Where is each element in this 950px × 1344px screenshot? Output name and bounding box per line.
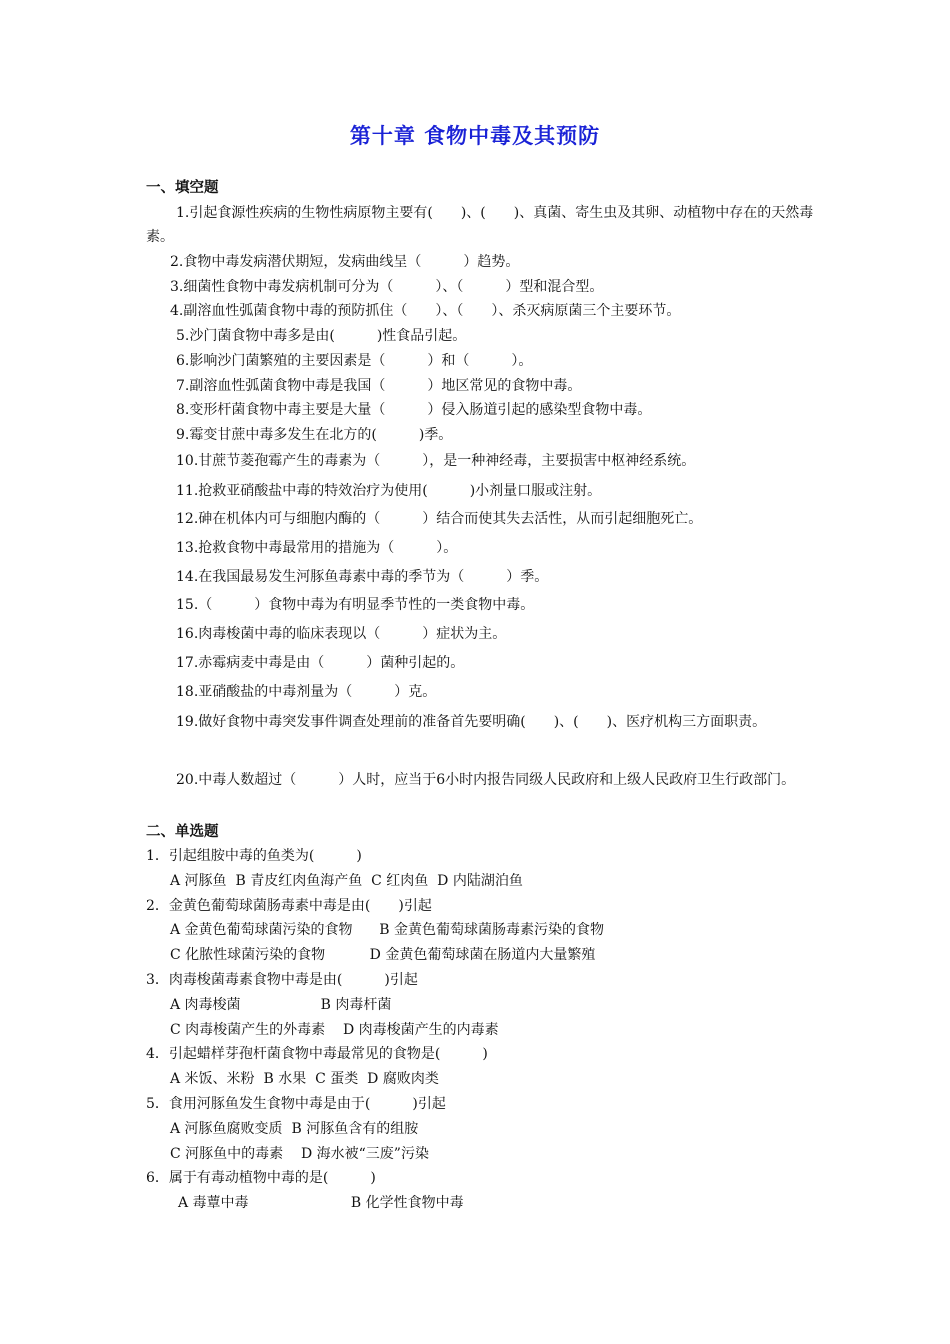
mcq-stem: 3．肉毒梭菌毒素食物中毒是由( )引起 [146,971,418,988]
fill-question: 1.引起食源性疾病的生物性病原物主要有( )、( )、真菌、寄生虫及其卵、动植物中存在的天然毒素。 [146,205,814,245]
mcq-options: C 肉毒梭菌产生的外毒素 D 肉毒梭菌产生的内毒素 [170,1021,499,1038]
fill-question: 19.做好食物中毒突发事件调查处理前的准备首先要明确( )、( )、医疗机构三方面职责。 [176,714,767,730]
fill-question: 14.在我国最易发生河豚鱼毒素中毒的季节为（ ）季。 [176,569,549,585]
fill-question: 13.抢救食物中毒最常用的措施为（ ）。 [176,540,458,556]
fill-question: 6.影响沙门菌繁殖的主要因素是（ ）和（ ）。 [176,353,533,369]
fill-question: 10.甘蔗节菱孢霉产生的毒素为（ ），是一种神经毒，主要损害中枢神经系统。 [176,453,696,469]
fill-question: 12.砷在机体内可与细胞内酶的（ ）结合而使其失去活性，从而引起细胞死亡。 [176,511,703,527]
mcq-options: A 金黄色葡萄球菌污染的食物 B 金黄色葡萄球菌肠毒素污染的食物 [170,922,604,939]
section-heading-fill-blank: 一、填空题 [146,180,219,196]
fill-question: 11.抢救亚硝酸盐中毒的特效治疗为使用( )小剂量口服或注射。 [176,483,602,499]
mcq-stem: 5．食用河豚鱼发生食物中毒是由于( )引起 [146,1095,446,1112]
fill-question: 3.细菌性食物中毒发病机制可分为（ ）、（ ）型和混合型。 [170,279,604,295]
fill-question: 18.亚硝酸盐的中毒剂量为（ ）克。 [176,684,437,700]
mcq-options: A 肉毒梭菌 B 肉毒杆菌 [170,996,392,1013]
mcq-stem: 2．金黄色葡萄球菌肠毒素中毒是由( )引起 [146,897,432,914]
single-choice-list [146,844,816,1216]
fill-question: 16.肉毒梭菌中毒的临床表现以（ ）症状为主。 [176,626,507,642]
fill-question: 5.沙门菌食物中毒多是由( )性食品引起。 [176,328,467,344]
mcq-options: A 河豚鱼腐败变质 B 河豚鱼含有的组胺 [170,1120,419,1137]
page-title: 第十章 食物中毒及其预防 [349,124,601,148]
fill-question: 4.副溶血性弧菌食物中毒的预防抓住（ ）、（ ）、杀灭病原菌三个主要环节。 [170,303,681,319]
fill-question: 8.变形杆菌食物中毒主要是大量（ ）侵入肠道引起的感染型食物中毒。 [176,402,652,418]
mcq-options: A 毒蕈中毒 B 化学性食物中毒 [178,1195,464,1212]
mcq-options: A 河豚鱼 B 青皮红肉鱼海产鱼 C 红肉鱼 D 内陆湖泊鱼 [170,872,523,889]
fill-question: 20.中毒人数超过（ ）人时，应当于6小时内报告同级人民政府和上级人民政府卫生行政部门。 [176,772,796,788]
mcq-stem: 4．引起蜡样芽孢杆菌食物中毒最常见的食物是( ) [146,1046,488,1063]
mcq-stem: 1．引起组胺中毒的鱼类为( ) [146,848,362,864]
fill-question: 15.（ ）食物中毒为有明显季节性的一类食物中毒。 [176,597,535,613]
section-heading-single-choice: 二、单选题 [146,824,219,840]
mcq-options: C 化脓性球菌污染的食物 D 金黄色葡萄球菌在肠道内大量繁殖 [170,947,596,964]
mcq-options: C 河豚鱼中的毒素 D 海水被“三废”污染 [170,1145,429,1162]
fill-question: 7.副溶血性弧菌食物中毒是我国（ ）地区常见的食物中毒。 [176,378,582,394]
mcq-stem: 6．属于有毒动植物中毒的是( ) [146,1170,376,1187]
fill-question: 17.赤霉病麦中毒是由（ ）菌种引起的。 [176,655,465,671]
fill-question: 9.霉变甘蔗中毒多发生在北方的( )季。 [176,427,453,443]
fill-question: 2.食物中毒发病潜伏期短，发病曲线呈（ ）趋势。 [170,254,520,270]
mcq-options: A 米饭、米粉 B 水果 C 蛋类 D 腐败肉类 [170,1071,439,1088]
